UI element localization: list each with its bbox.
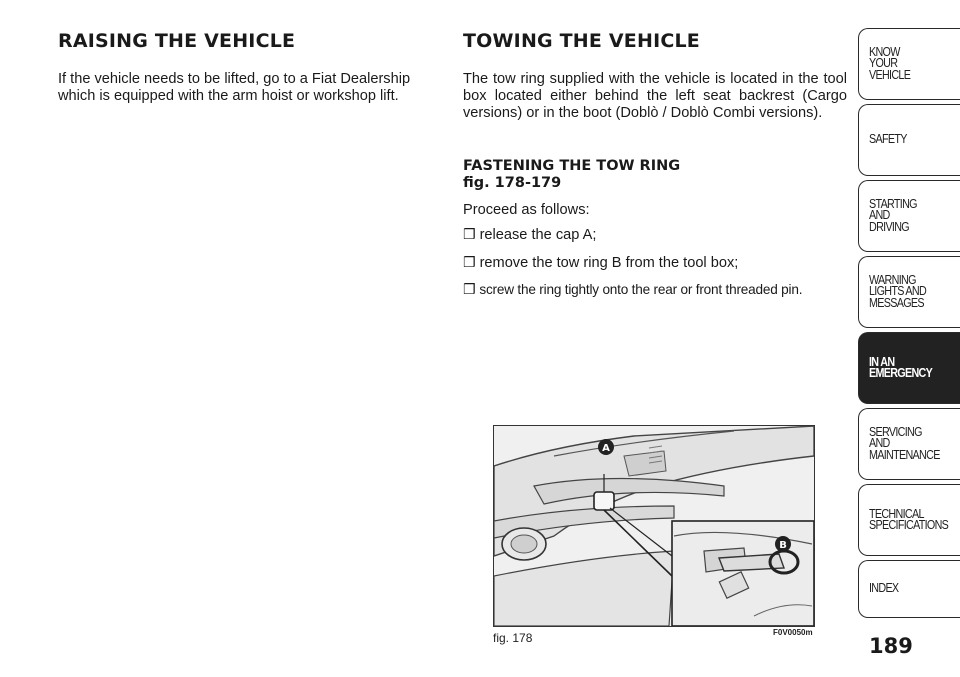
bumper-drawing-icon bbox=[494, 426, 814, 626]
figure-reference: fig. 178-179 bbox=[463, 175, 562, 191]
page-number: 189 bbox=[869, 634, 913, 658]
tab-starting-and-driving[interactable] bbox=[858, 180, 960, 252]
tab-label: WARNING LIGHTS AND MESSAGES bbox=[869, 272, 927, 310]
checkbox-bullet-icon: ❒ bbox=[463, 226, 476, 242]
step-text: release the cap A; bbox=[479, 227, 597, 243]
towing-text: The tow ring supplied with the vehicle is located in the tool box located either behind the left seat backrest (Cargo versions) or in the boot (Doblò / Doblò Combi versions). bbox=[463, 71, 847, 121]
list-item bbox=[463, 281, 848, 298]
tab-label: STARTING AND DRIVING bbox=[869, 196, 917, 234]
tow-ring-illustration bbox=[493, 425, 815, 627]
raising-title: RAISING THE VEHICLE bbox=[58, 30, 296, 52]
tab-label: INDEX bbox=[869, 581, 899, 596]
steps-list bbox=[463, 226, 848, 308]
checkbox-bullet-icon: ❒ bbox=[463, 253, 476, 270]
callout-label-b: B bbox=[779, 540, 787, 551]
chapter-sidebar bbox=[858, 28, 960, 618]
steps-intro: Proceed as follows: bbox=[463, 202, 590, 218]
tab-label: SERVICING AND MAINTENANCE bbox=[869, 424, 940, 462]
tab-label: IN AN EMERGENCY bbox=[869, 354, 933, 380]
fastening-title: FASTENING THE TOW RING bbox=[463, 158, 681, 174]
tab-in-an-emergency[interactable] bbox=[858, 332, 960, 404]
list-item bbox=[463, 254, 848, 272]
tab-index[interactable] bbox=[858, 560, 960, 618]
tab-safety[interactable] bbox=[858, 104, 960, 176]
tab-servicing-and-maintenance[interactable] bbox=[858, 408, 960, 480]
tab-know-your-vehicle[interactable] bbox=[858, 28, 960, 100]
step-text: remove the tow ring B from the tool box; bbox=[479, 254, 739, 271]
towing-title: TOWING THE VEHICLE bbox=[463, 30, 700, 52]
fastening-subheading bbox=[463, 158, 680, 192]
figure-caption: fig. 178 bbox=[493, 631, 533, 645]
tab-warning-lights[interactable] bbox=[858, 256, 960, 328]
figure-code: F0V0050m bbox=[773, 628, 813, 637]
checkbox-bullet-icon: ❒ bbox=[463, 281, 476, 297]
tab-label: KNOW YOUR VEHICLE bbox=[869, 44, 911, 82]
tab-label: SAFETY bbox=[869, 132, 907, 147]
tab-label: TECHNICAL SPECIFICATIONS bbox=[869, 506, 949, 532]
list-item bbox=[463, 226, 848, 244]
raising-text: If the vehicle needs to be lifted, go to a Fiat Dealership which is equipped with the arm hoist or workshop lift. bbox=[58, 71, 411, 104]
step-text: screw the ring tightly onto the rear or front threaded pin. bbox=[479, 282, 803, 297]
tab-technical-specifications[interactable] bbox=[858, 484, 960, 556]
callout-label-a: A bbox=[602, 443, 610, 454]
